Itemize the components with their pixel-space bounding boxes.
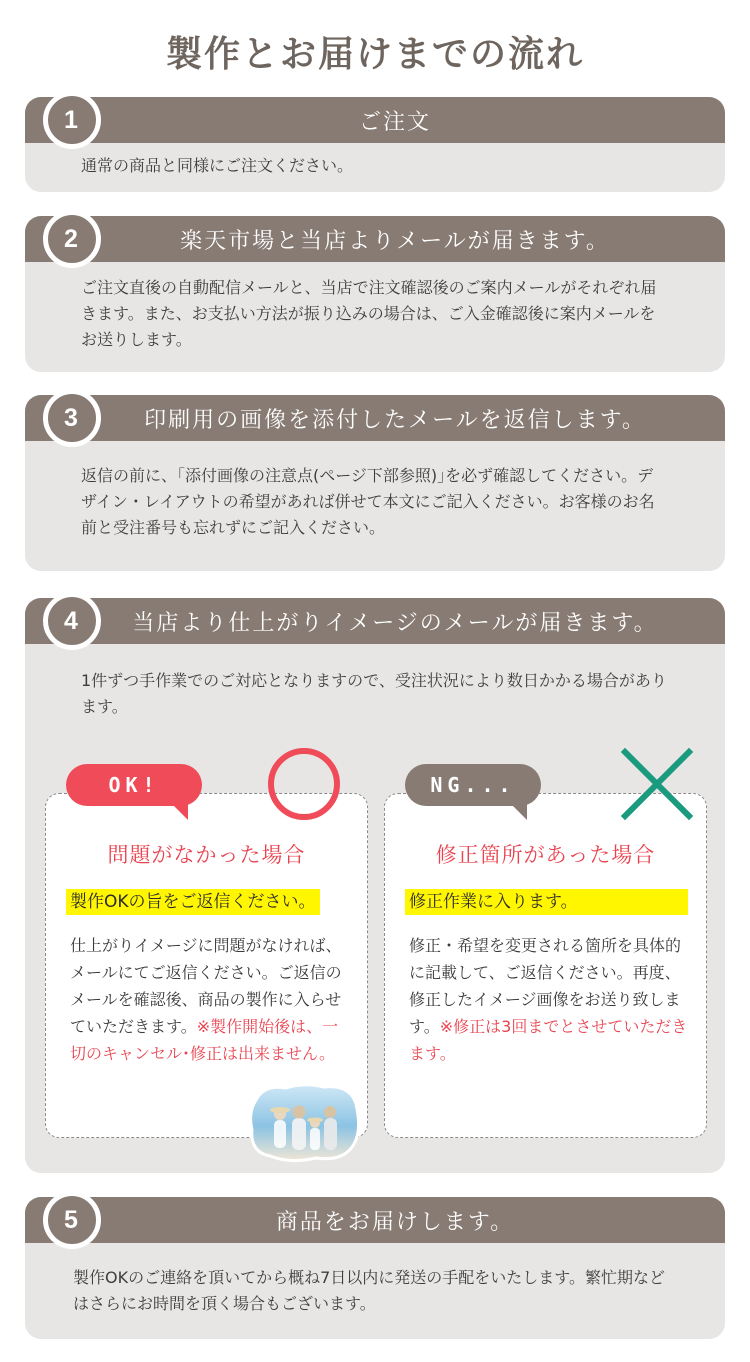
ok-case-text [70,932,350,1067]
ok-badge: OK! [66,764,202,806]
step-header [25,395,725,441]
step-label: 商品をお届けします。 [275,1209,515,1235]
step-label: 楽天市場と当店よりメールが届きます。 [180,228,610,254]
ng-case-title: 修正箇所があった場合 [435,843,656,867]
step-header [25,1197,725,1243]
step-number-badge: 1 [43,91,101,149]
ng-badge: NG... [405,764,541,806]
step-header [25,97,725,143]
step-1 [25,97,725,192]
step-number-badge: 3 [43,389,101,447]
ng-highlight: 修正作業に入ります。 [405,889,688,915]
ok-case-title: 問題がなかった場合 [107,843,306,867]
step-header [25,598,725,644]
step-text: 返信の前に、｢添付画像の注意点(ページ下部参照)｣を必ず確認してください。デザイン・レイアウトの希望があれば併せて本文にご記入ください。お客様のお名前と受注番号も忘れずにご記入ください。 [81,466,655,537]
step-number-badge: 5 [43,1191,101,1249]
family-beach-photo [246,1082,362,1164]
step-3 [25,395,725,571]
ng-warning-note: ※修正は3回までとさせていただきます。 [409,1017,688,1063]
step-4 [25,598,725,1173]
page-title: 製作とお届けまでの流れ [165,33,584,75]
ok-description: 仕上がりイメージに問題がなければ、メールにてご返信ください。ご返信のメールを確認後、商品の製作に入らせていただきます。 [70,936,342,1036]
ok-case-card [45,773,368,1138]
step-2 [25,216,725,372]
step-header [25,216,725,262]
step-text: 通常の商品と同様にご注文ください。 [81,156,354,175]
step-label: ご注文 [358,109,431,135]
ok-warning-note: ※製作開始後は、一切のキャンセル･修正は出来ません。 [70,1017,339,1063]
ok-highlight: 製作OKの旨をご返信ください。 [66,889,320,915]
step-text: ご注文直後の自動配信メールと、当店で注文確認後のご案内メールがそれぞれ届きます。また、お支払い方法が振り込みの場合は、ご入金確認後に案内メールをお送りします。 [81,278,657,349]
ng-case-text [409,932,689,1067]
ng-description: 修正・希望を変更される箇所を具体的に記載して、ご返信ください。再度、修正したイメージ画像をお送り致します。 [409,936,682,1036]
step-5 [25,1197,725,1339]
cross-icon [617,744,697,824]
step-text: 1件ずつ手作業でのご対応となりますので、受注状況により数日かかる場合があります。 [81,671,667,716]
step-label: 印刷用の画像を添付したメールを返信します。 [144,407,646,433]
step-number-badge: 2 [43,210,101,268]
ng-case-card [384,773,707,1138]
step-number-badge: 4 [43,592,101,650]
step-text: 製作OKのご連絡を頂いてから概ね7日以内に発送の手配をいたします。繁忙期などはさらにお時間を頂く場合もございます。 [73,1268,665,1313]
step-label: 当店より仕上がりイメージのメールが届きます。 [132,610,658,636]
circle-icon [264,744,344,824]
